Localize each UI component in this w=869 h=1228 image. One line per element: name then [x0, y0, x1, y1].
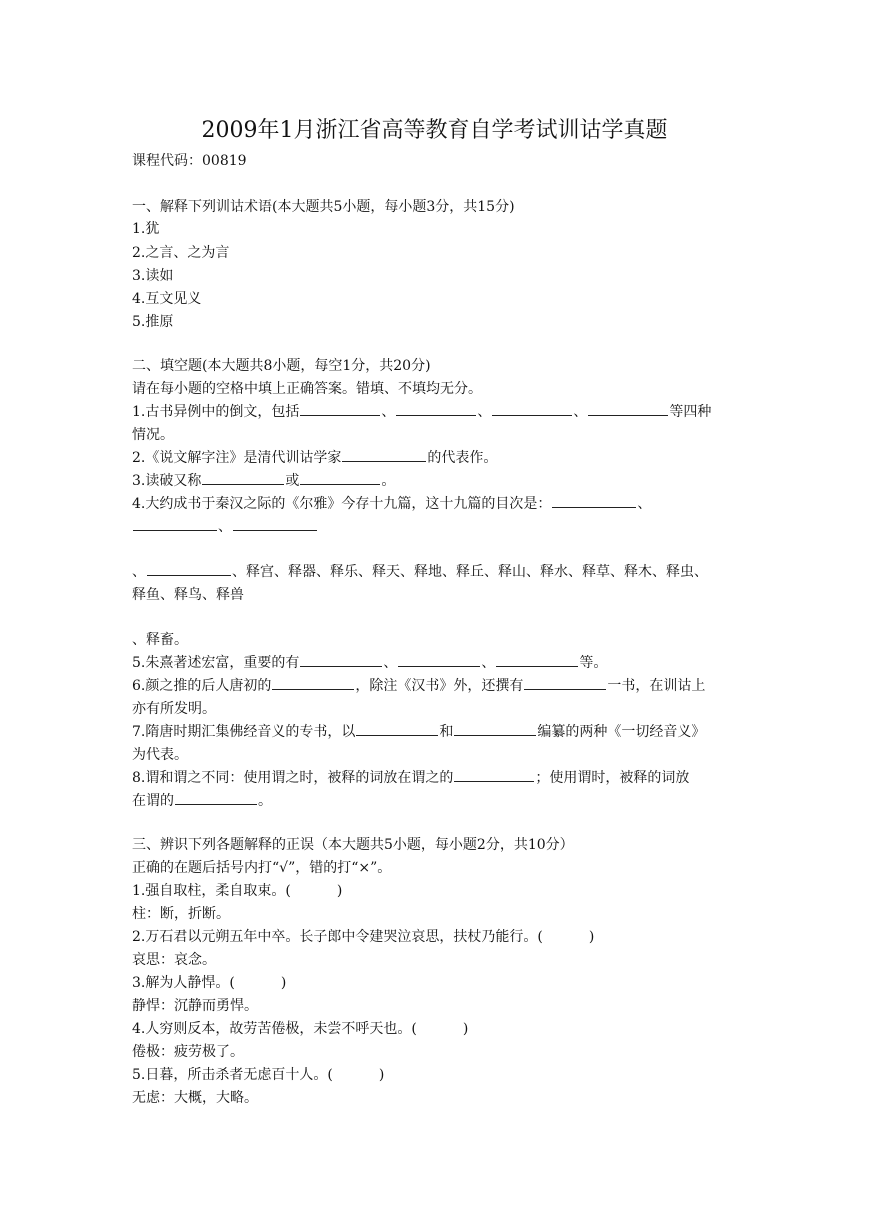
question-2-4-cont: 、释畜。: [132, 632, 188, 648]
judgement-gloss: 无虑：大概，大略。: [132, 1090, 258, 1106]
question-2-6-cont: 亦有所发明。: [132, 701, 216, 717]
question-2-4: [132, 493, 651, 515]
paren-close: ): [336, 883, 343, 899]
separator: 、: [573, 404, 588, 420]
question-2-5: [132, 652, 607, 674]
answer-blank[interactable]: [202, 470, 284, 485]
question-text: 3.解为人静悍。(: [132, 975, 235, 991]
answer-blank[interactable]: [496, 652, 578, 667]
section2-heading: 二、填空题(本大题共8小题，每空1分，共20分): [132, 358, 431, 374]
question-text: 4.人穷则反本，故劳苦倦极，未尝不呼天也。(: [132, 1021, 417, 1037]
section1-item: 1.犹: [132, 221, 160, 237]
section1-item: 3.读如: [132, 268, 174, 284]
section1-item: 2.之言、之为言: [132, 245, 230, 261]
answer-blank[interactable]: [175, 790, 257, 805]
judgement-item: [132, 1018, 468, 1040]
question-text: 4.大约成书于秦汉之际的《尔雅》今存十九篇，这十九篇的目次是：: [132, 496, 552, 512]
separator: 、: [383, 655, 398, 671]
course-code: 课程代码：00819: [132, 153, 247, 169]
question-2-1-cont: 情况。: [132, 427, 174, 443]
question-text: 8.谓和谓之不同：使用谓之时，被释的词放在谓之的: [132, 770, 454, 786]
question-text: 、释宫、释器、释乐、释天、释地、释丘、释山、释水、释草、释木、释虫、: [232, 564, 708, 580]
paren-close: ): [378, 1067, 385, 1083]
paren-close: ): [462, 1021, 469, 1037]
judgement-gloss: 柱：断，折断。: [132, 906, 230, 922]
answer-blank[interactable]: [233, 516, 317, 531]
answer-blank[interactable]: [454, 721, 536, 736]
question-2-8-cont: [132, 790, 272, 812]
paren-close: ): [588, 929, 595, 945]
question-2-8: [132, 767, 689, 789]
answer-blank[interactable]: [300, 652, 382, 667]
question-text: 5.朱熹著述宏富，重要的有: [132, 655, 300, 671]
answer-blank[interactable]: [133, 516, 217, 531]
question-text: 。: [258, 793, 272, 809]
separator: 、: [477, 404, 492, 420]
question-text: 和: [439, 724, 454, 740]
question-text: ；使用谓时，被释的词放: [535, 770, 690, 786]
question-2-1: [132, 401, 711, 423]
section3-instruction: 正确的在题后括号内打“√”，错的打“×”。: [132, 860, 392, 876]
question-text: 1.古书异例中的倒文，包括: [132, 404, 300, 420]
separator: 、: [481, 655, 496, 671]
question-text: 编纂的两种《一切经音义》: [537, 724, 706, 740]
section2-instruction: 请在每小题的空格中填上正确答案。错填、不填均无分。: [132, 381, 482, 397]
question-2-2: [132, 447, 497, 469]
question-text: 5.日暮，所击杀者无虑百十人。(: [132, 1067, 333, 1083]
question-text: 等。: [579, 655, 608, 671]
judgement-item: [132, 1064, 384, 1086]
answer-blank[interactable]: [524, 675, 606, 690]
question-text: 。: [381, 473, 396, 489]
question-2-4-cont: 释鱼、释鸟、释兽: [132, 587, 244, 603]
paren-close: ): [280, 975, 287, 991]
section1-item: 4.互文见义: [132, 291, 202, 307]
question-2-6: [132, 675, 705, 697]
question-text: 2.《说文解字注》是清代训诂学家: [132, 450, 342, 466]
judgement-gloss: 静悍：沉静而勇悍。: [132, 998, 258, 1014]
question-text: 的代表作。: [427, 450, 498, 466]
question-text: 3.读破又称: [132, 473, 202, 489]
answer-blank[interactable]: [272, 675, 354, 690]
judgement-item: [132, 926, 594, 948]
question-text: 1.强自取柱，柔自取束。(: [132, 883, 291, 899]
question-text: 一书，在训诂上: [607, 678, 706, 694]
question-text: 或: [285, 473, 300, 489]
answer-blank[interactable]: [588, 401, 668, 416]
question-text: ，除注《汉书》外，还撰有: [355, 678, 524, 694]
answer-blank[interactable]: [300, 401, 380, 416]
judgement-item: [132, 972, 286, 994]
section1-heading: 一、解释下列训诂术语(本大题共5小题，每小题3分，共15分): [132, 199, 515, 215]
separator: 、: [637, 496, 652, 512]
answer-blank[interactable]: [492, 401, 572, 416]
answer-blank[interactable]: [342, 447, 426, 462]
question-2-7-cont: 为代表。: [132, 747, 188, 763]
question-2-4-cont: [132, 561, 708, 583]
question-text: 7.隋唐时期汇集佛经音义的专书，以: [132, 724, 356, 740]
section1-item: 5.推原: [132, 314, 174, 330]
question-text: 2.万石君以元朔五年中卒。长子郎中令建哭泣哀思，扶杖乃能行。(: [132, 929, 543, 945]
separator: 、: [381, 404, 396, 420]
judgement-item: [132, 880, 342, 902]
question-text: 等四种: [669, 404, 712, 420]
question-2-3: [132, 470, 395, 492]
answer-blank[interactable]: [356, 721, 438, 736]
judgement-gloss: 倦极：疲劳极了。: [132, 1044, 244, 1060]
question-text: 6.颜之推的后人唐初的: [132, 678, 272, 694]
page-title: 2009年1月浙江省高等教育自学考试训诂学真题: [201, 118, 668, 143]
question-2-4-cont: [132, 516, 318, 538]
answer-blank[interactable]: [454, 767, 534, 782]
separator: 、: [132, 564, 146, 580]
separator: 、: [218, 519, 232, 535]
answer-blank[interactable]: [396, 401, 476, 416]
answer-blank[interactable]: [398, 652, 480, 667]
answer-blank[interactable]: [552, 493, 636, 508]
judgement-gloss: 哀思：哀念。: [132, 952, 216, 968]
answer-blank[interactable]: [300, 470, 380, 485]
question-2-7: [132, 721, 705, 743]
answer-blank[interactable]: [147, 561, 231, 576]
section3-heading: 三、辨识下列各题解释的正误（本大题共5小题，每小题2分，共10分）: [132, 837, 574, 853]
question-text: 在谓的: [132, 793, 174, 809]
